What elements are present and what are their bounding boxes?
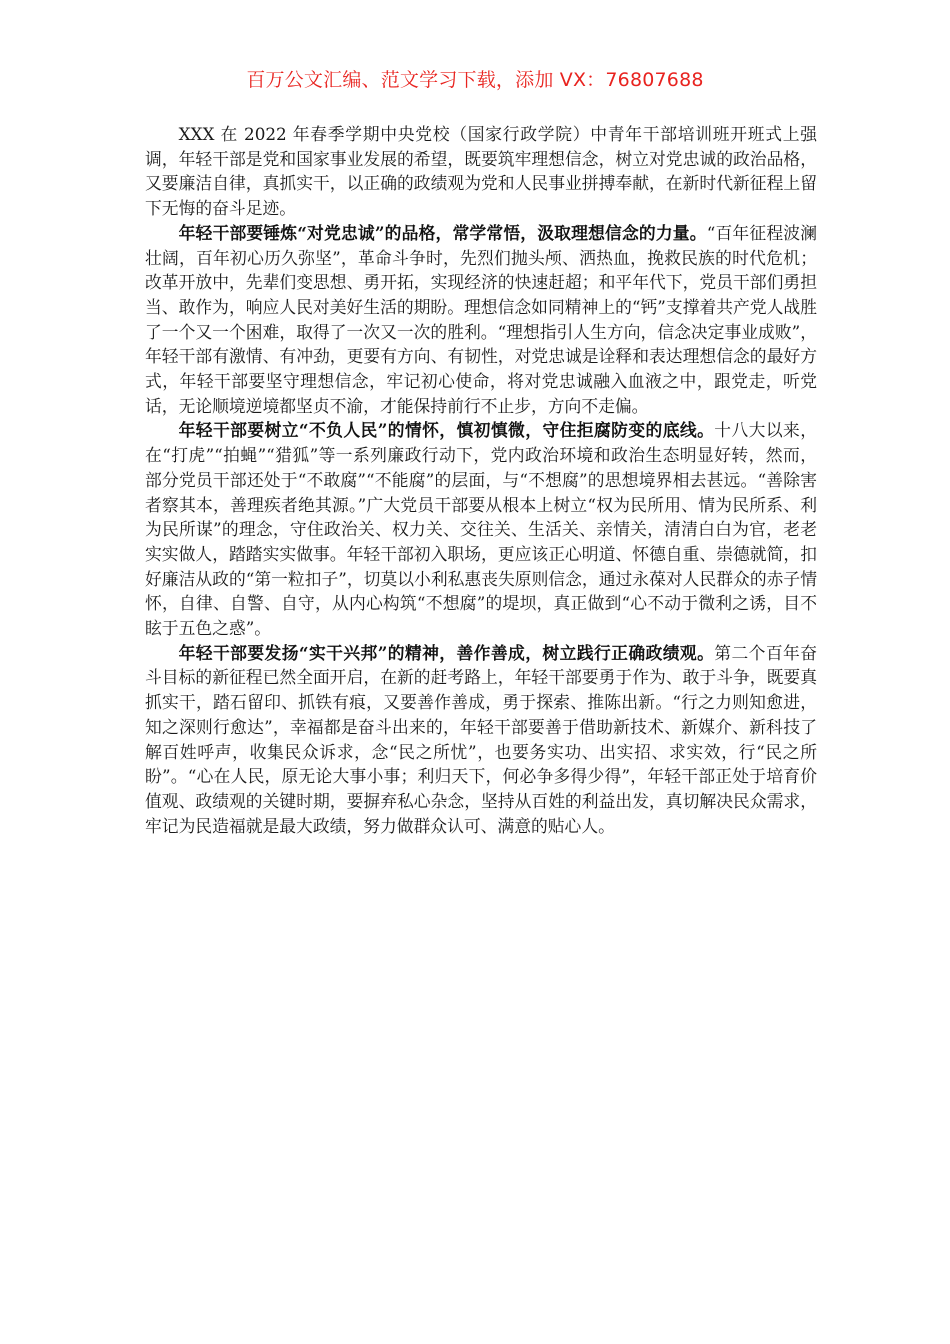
page-header-banner: 百万公文汇编、范文学习下载，添加 VX：76807688 — [246, 69, 704, 91]
paragraph-text: 第二个百年奋斗目标的新征程已然全面开启，在新的赶考路上，年轻干部要勇于作为、敢于斗争，既要真抓实干，踏石留印、抓铁有痕，又要善作善成，勇于探索、推陈出新。“行之力则知愈进，知之深则行愈达”，幸福都是奋斗出来的，年轻干部要善于借助新技术、新媒介、新科技了解百姓呼声，收集民众诉求，念“民之所忧”，也要务实功、出实招、求实效，行“民之所盼”。“心在人民，原无论大事小事；利归天下，何必争多得少得”，年轻干部正处于培育价值观、政绩观的关键时期，要摒弃私心杂念，坚持从百姓的利益出发，真切解决民众需求，牢记为民造福就是最大政绩，努力做群众认可、满意的贴心人。 — [145, 642, 817, 836]
paragraph-text: “百年征程波澜壮阔，百年初心历久弥坚”，革命斗争时，先烈们抛头颅、洒热血，挽救民族的时代危机；改革开放中，先辈们变思想、勇开拓，实现经济的快速赶超；和平年代下，党员干部们勇担当、敢作为，响应人民对美好生活的期盼。理想信念如同精神上的“钙”支撑着共产党人战胜了一个又一个困难，取得了一次又一次的胜利。“理想指引人生方向，信念决定事业成败”，年轻干部有激情、有冲劲，更要有方向、有韧性，对党忠诚是诠释和表达理想信念的最好方式，年轻干部要坚守理想信念，牢记初心使命，将对党忠诚融入血液之中，跟党走，听党话，无论顺境逆境都坚贞不渝，才能保持前行不止步，方向不走偏。 — [145, 222, 817, 416]
paragraph-lead-heading: 年轻干部要树立“不负人民”的情怀，慎初慎微，守住拒腐防变的底线。 — [178, 420, 715, 441]
document-body — [145, 122, 817, 838]
section-paragraph-people — [145, 418, 817, 640]
paragraph-lead-heading: 年轻干部要发扬“实干兴邦”的精神，善作善成，树立践行正确政绩观。 — [178, 642, 715, 663]
section-paragraph-loyalty — [145, 221, 817, 419]
section-paragraph-action — [145, 641, 817, 839]
paragraph-lead-heading: 年轻干部要锤炼“对党忠诚”的品格，常学常悟，汲取理想信念的力量。 — [178, 222, 707, 243]
paragraph-text: 十八大以来，在“打虎”“拍蝇”“猎狐”等一系列廉政行动下，党内政治环境和政治生态明显好转，然而，部分党员干部还处于“不敢腐”“不能腐”的层面，与“不想腐”的思想境界相去甚远。“善除害者察其本，善理疾者绝其源。”广大党员干部要从根本上树立“权为民所用、情为民所系、利为民所谋”的理念，守住政治关、权力关、交往关、生活关、亲情关，清清白白为官，老老实实做人，踏踏实实做事。年轻干部初入职场，更应该正心明道、怀德自重、崇德就简，扣好廉洁从政的“第一粒扣子”，切莫以小利私惠丧失原则信念，通过永葆对人民群众的赤子情怀，自律、自警、自守，从内心构筑“不想腐”的堤坝，真正做到“心不动于微利之诱，目不眩于五色之惑”。 — [145, 420, 817, 639]
paragraph-text: XXX 在 2022 年春季学期中央党校（国家行政学院）中青年干部培训班开班式上强调，年轻干部是党和国家事业发展的希望，既要筑牢理想信念，树立对党忠诚的政治品格，又要廉洁自律，真抓实干，以正确的政绩观为党和人民事业拼搏奉献，在新时代新征程上留下无悔的奋斗足迹。 — [145, 124, 817, 219]
intro-paragraph — [145, 122, 817, 221]
